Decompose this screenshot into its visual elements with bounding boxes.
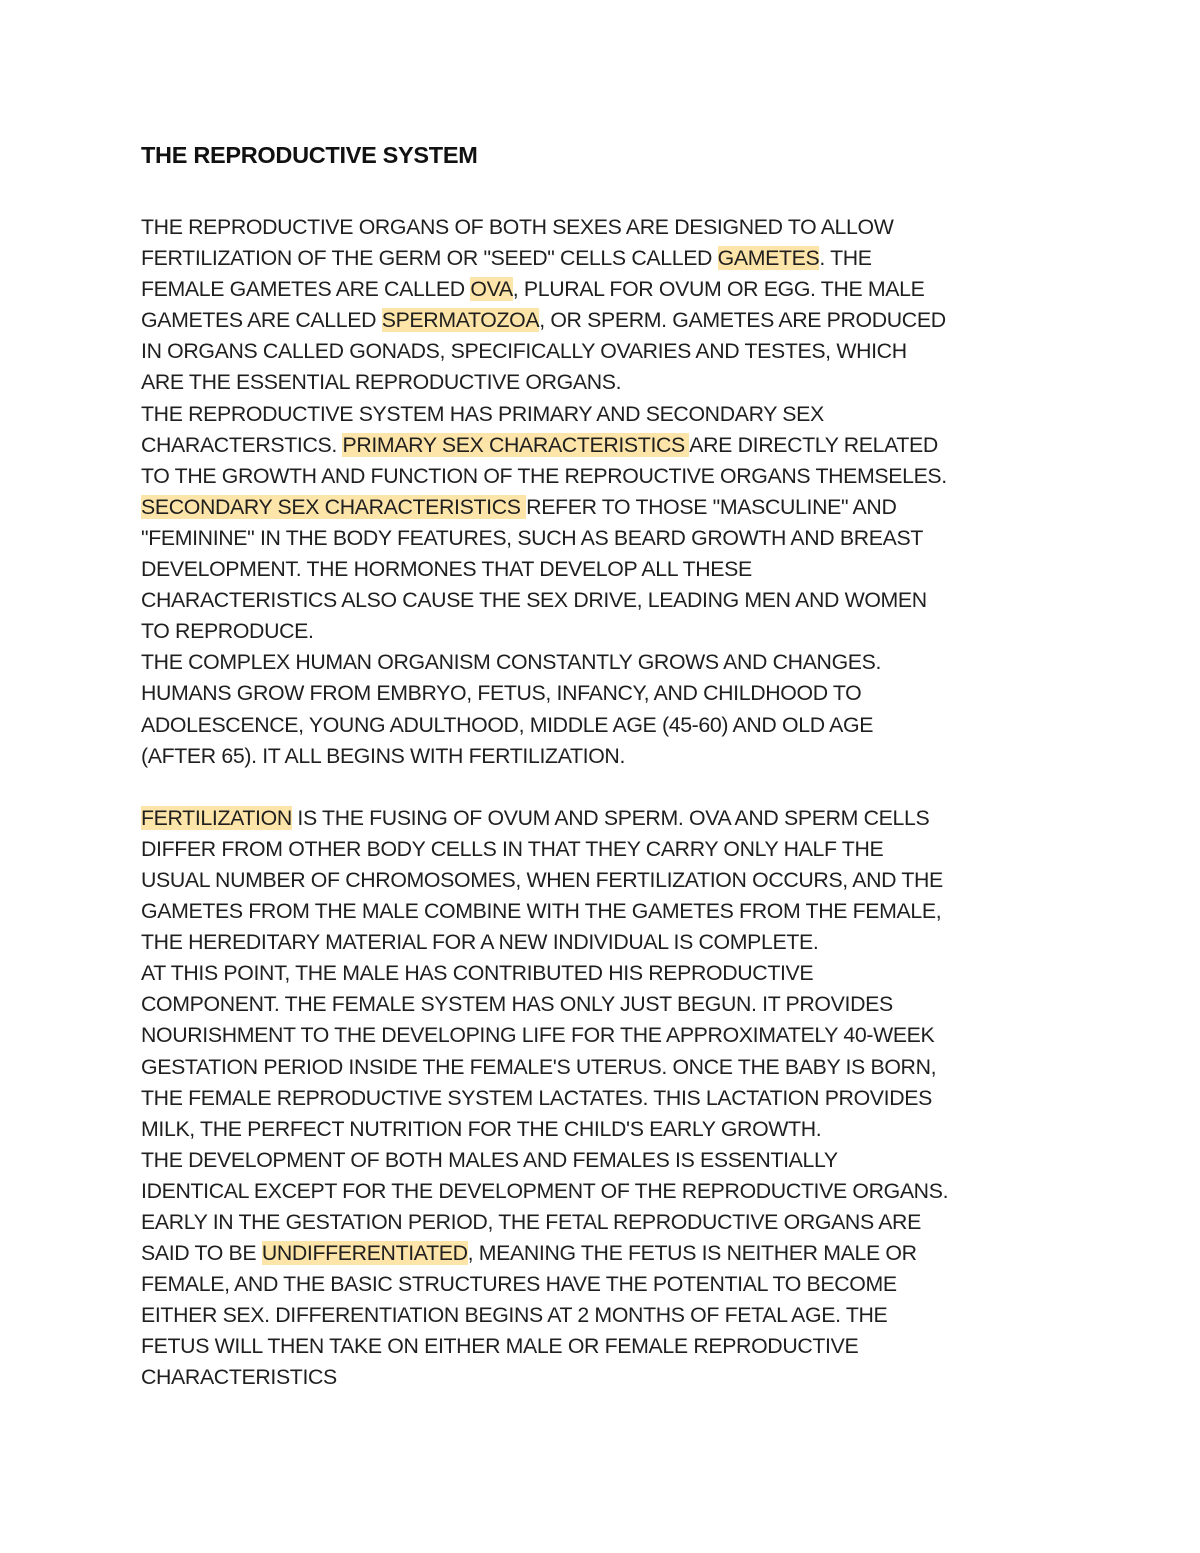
- text-segment: . THE: [819, 246, 872, 271]
- text-line: [141, 678, 1081, 709]
- text-line: [141, 554, 1081, 585]
- text-segment: TO THE GROWTH AND FUNCTION OF THE REPROUCTIVE ORGANS THEMSELES.: [141, 463, 947, 488]
- text-line: [141, 523, 1081, 554]
- text-line: [141, 1238, 1081, 1269]
- text-segment: USUAL NUMBER OF CHROMOSOMES, WHEN FERTILIZATION OCCURS, AND THE: [141, 867, 943, 892]
- text-segment: "FEMININE" IN THE BODY FEATURES, SUCH AS BEARD GROWTH AND BREAST: [141, 525, 924, 550]
- text-segment: GAMETES ARE CALLED: [141, 308, 382, 333]
- text-line: [141, 1269, 1081, 1300]
- text-line: [141, 647, 1081, 678]
- text-line: [141, 1083, 1081, 1114]
- text-line: [141, 865, 1081, 896]
- text-segment: FERTILIZATION OF THE GERM OR "SEED" CELLS CALLED: [141, 246, 718, 271]
- text-segment: (AFTER 65). IT ALL BEGINS WITH FERTILIZATION.: [141, 743, 626, 768]
- text-line: [141, 803, 1081, 834]
- text-segment: REFER TO THOSE "MASCULINE" AND: [526, 494, 897, 519]
- text-segment: FEMALE GAMETES ARE CALLED: [141, 277, 471, 302]
- text-segment: , PLURAL FOR OVUM OR EGG. THE MALE: [512, 277, 925, 302]
- text-line: [141, 1207, 1081, 1238]
- text-line: [141, 212, 1081, 243]
- text-segment: THE FEMALE REPRODUCTIVE SYSTEM LACTATES. THIS LACTATION PROVIDES: [141, 1085, 932, 1110]
- text-line: [141, 492, 1081, 523]
- highlighted-term: FERTILIZATION: [141, 805, 292, 830]
- text-segment: ARE DIRECTLY RELATED: [689, 432, 938, 457]
- text-line: [141, 616, 1081, 647]
- text-segment: HUMANS GROW FROM EMBRYO, FETUS, INFANCY, AND CHILDHOOD TO: [141, 681, 862, 706]
- text-segment: FEMALE, AND THE BASIC STRUCTURES HAVE THE POTENTIAL TO BECOME: [141, 1272, 897, 1297]
- text-line: [141, 461, 1081, 492]
- text-segment: EITHER SEX. DIFFERENTIATION BEGINS AT 2 MONTHS OF FETAL AGE. THE: [141, 1303, 888, 1328]
- text-segment: AT THIS POINT, THE MALE HAS CONTRIBUTED HIS REPRODUCTIVE: [141, 961, 814, 986]
- text-segment: CHARACTERISTICS: [141, 1365, 337, 1390]
- text-segment: FETUS WILL THEN TAKE ON EITHER MALE OR FEMALE REPRODUCTIVE: [141, 1334, 859, 1359]
- text-segment: SAID TO BE: [141, 1241, 262, 1266]
- document-title: THE REPRODUCTIVE SYSTEM: [141, 142, 478, 168]
- text-line: [141, 1176, 1081, 1207]
- text-segment: IS THE FUSING OF OVUM AND SPERM. OVA AND SPERM CELLS: [291, 805, 930, 830]
- text-line: [141, 1331, 1081, 1362]
- highlighted-term: UNDIFFERENTIATED: [261, 1241, 468, 1266]
- text-segment: THE COMPLEX HUMAN ORGANISM CONSTANTLY GROWS AND CHANGES.: [141, 650, 882, 675]
- text-segment: THE DEVELOPMENT OF BOTH MALES AND FEMALES IS ESSENTIALLY: [141, 1147, 838, 1172]
- text-segment: THE REPRODUCTIVE SYSTEM HAS PRIMARY AND SECONDARY SEX: [141, 401, 824, 426]
- text-line: [141, 1020, 1081, 1051]
- text-line: [141, 958, 1081, 989]
- text-line: [141, 1114, 1081, 1145]
- text-segment: NOURISHMENT TO THE DEVELOPING LIFE FOR THE APPROXIMATELY 40-WEEK: [141, 1023, 935, 1048]
- text-segment: CHARACTERISTICS ALSO CAUSE THE SEX DRIVE, LEADING MEN AND WOMEN: [141, 588, 927, 613]
- text-segment: ARE THE ESSENTIAL REPRODUCTIVE ORGANS.: [141, 370, 622, 395]
- text-segment: ADOLESCENCE, YOUNG ADULTHOOD, MIDDLE AGE (45-60) AND OLD AGE: [141, 712, 874, 737]
- text-segment: EARLY IN THE GESTATION PERIOD, THE FETAL REPRODUCTIVE ORGANS ARE: [141, 1210, 921, 1234]
- text-line: [141, 741, 1081, 772]
- text-segment: MILK, THE PERFECT NUTRITION FOR THE CHILD'S EARLY GROWTH.: [141, 1116, 822, 1141]
- text-line: [141, 243, 1081, 274]
- text-line: [141, 274, 1081, 305]
- text-line: [141, 305, 1081, 336]
- text-segment: THE REPRODUCTIVE ORGANS OF BOTH SEXES ARE DESIGNED TO ALLOW: [141, 215, 894, 239]
- blank-line: [141, 772, 1081, 803]
- text-line: [141, 367, 1081, 398]
- text-segment: TO REPRODUCE.: [141, 619, 314, 644]
- text-line: [141, 1300, 1081, 1331]
- text-line: [141, 399, 1081, 430]
- highlighted-term: GAMETES: [717, 246, 820, 271]
- text-segment: THE HEREDITARY MATERIAL FOR A NEW INDIVIDUAL IS COMPLETE.: [141, 930, 819, 955]
- text-line: [141, 1362, 1081, 1393]
- highlighted-term: SPERMATOZOA: [381, 308, 540, 333]
- highlighted-term: OVA: [470, 277, 513, 302]
- text-segment: GESTATION PERIOD INSIDE THE FEMALE'S UTERUS. ONCE THE BABY IS BORN,: [141, 1054, 937, 1079]
- text-line: [141, 430, 1081, 461]
- text-line: [141, 989, 1081, 1020]
- text-segment: CHARACTERSTICS.: [141, 432, 343, 457]
- document-body: [141, 212, 1081, 1394]
- text-line: [141, 710, 1081, 741]
- text-line: [141, 834, 1081, 865]
- text-segment: COMPONENT. THE FEMALE SYSTEM HAS ONLY JUST BEGUN. IT PROVIDES: [141, 992, 893, 1017]
- text-line: [141, 1052, 1081, 1083]
- text-line: [141, 1145, 1081, 1176]
- text-segment: IN ORGANS CALLED GONADS, SPECIFICALLY OVARIES AND TESTES, WHICH: [141, 339, 907, 364]
- text-segment: GAMETES FROM THE MALE COMBINE WITH THE GAMETES FROM THE FEMALE,: [141, 899, 942, 924]
- highlighted-term: SECONDARY SEX CHARACTERISTICS: [141, 494, 527, 519]
- highlighted-term: PRIMARY SEX CHARACTERISTICS: [342, 432, 690, 457]
- text-segment: DEVELOPMENT. THE HORMONES THAT DEVELOP ALL THESE: [141, 557, 752, 582]
- text-segment: DIFFER FROM OTHER BODY CELLS IN THAT THEY CARRY ONLY HALF THE: [141, 836, 884, 861]
- text-line: [141, 927, 1081, 958]
- text-line: [141, 336, 1081, 367]
- text-segment: , MEANING THE FETUS IS NEITHER MALE OR: [467, 1241, 917, 1266]
- text-segment: IDENTICAL EXCEPT FOR THE DEVELOPMENT OF THE REPRODUCTIVE ORGANS.: [141, 1178, 949, 1203]
- text-segment: , OR SPERM. GAMETES ARE PRODUCED: [539, 308, 946, 333]
- text-line: [141, 585, 1081, 616]
- text-line: [141, 896, 1081, 927]
